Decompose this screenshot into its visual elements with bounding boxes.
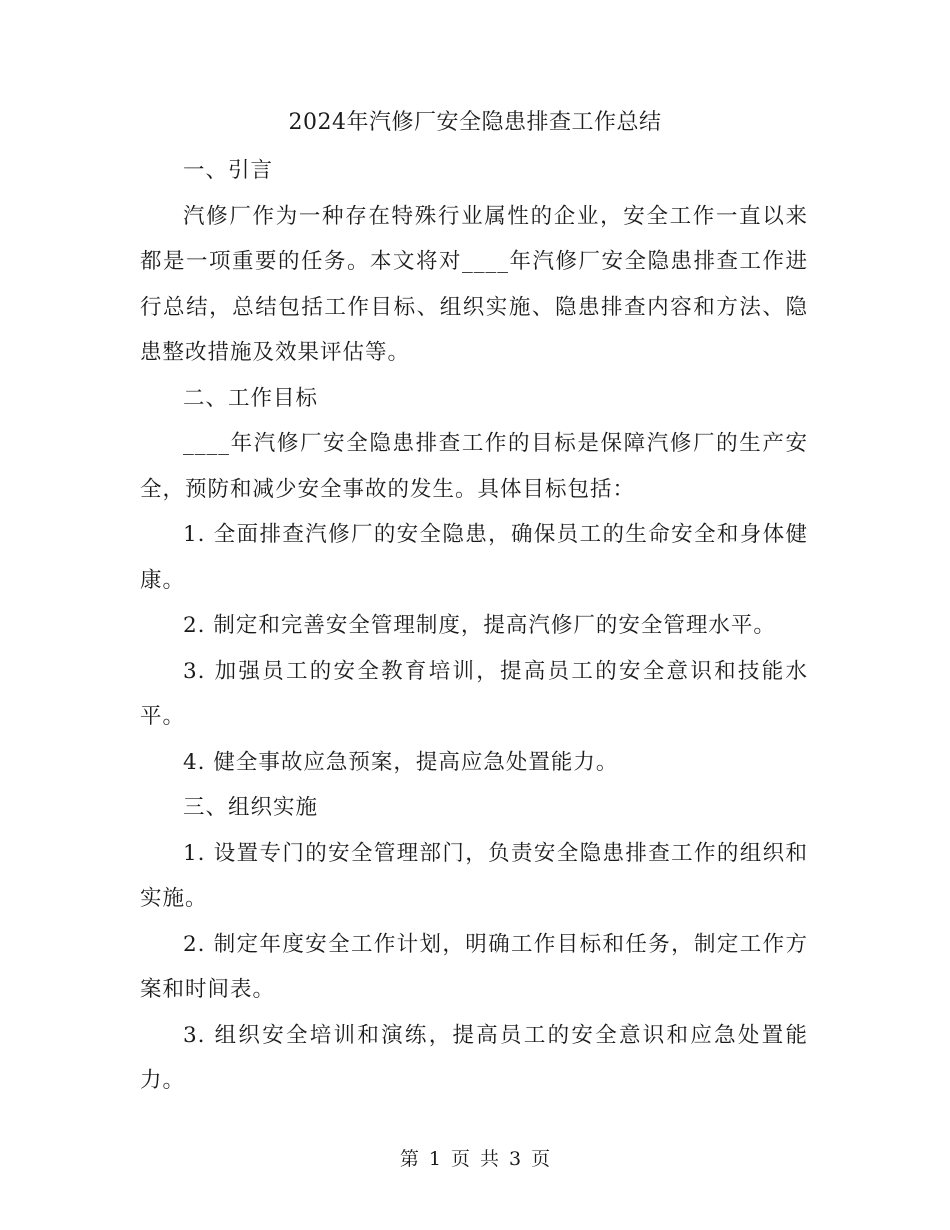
section-heading-introduction: 一、引言 — [183, 158, 274, 183]
list-item-implementation-2: 2. 制定年度安全工作计划，明确工作目标和任务，制定工作方案和时间表。 — [140, 931, 808, 1002]
list-item-goal-2: 2. 制定和完善安全管理制度，提高汽修厂的安全管理水平。 — [183, 613, 776, 638]
section-heading-implementation: 三、组织实施 — [183, 795, 319, 820]
section-heading-goals: 二、工作目标 — [183, 385, 319, 411]
list-item-goal-4: 4. 健全事故应急预案，提高应急处置能力。 — [183, 749, 619, 775]
paragraph-goals: ____年汽修厂安全隐患排查工作的目标是保障汽修厂的生产安全，预防和减少安全事故的发生。具体目标包括： — [140, 431, 808, 502]
list-item-implementation-3: 3. 组织安全培训和演练，提高员工的安全意识和应急处置能力。 — [140, 1022, 808, 1093]
list-item-implementation-1: 1. 设置专门的安全管理部门，负责安全隐患排查工作的组织和实施。 — [140, 840, 808, 911]
document-title: 2024年汽修厂安全隐患排查工作总结 — [288, 110, 662, 135]
paragraph-introduction: 汽修厂作为一种存在特殊行业属性的企业，安全工作一直以来都是一项重要的任务。本文将对____年汽修厂安全隐患排查工作进行总结，总结包括工作目标、组织实施、隐患排查内容和方法、隐患整改措施及效果评估等。 — [140, 203, 808, 365]
list-item-goal-1: 1. 全面排查汽修厂的安全隐患，确保员工的生命安全和身体健康。 — [140, 522, 808, 593]
page-footer: 第 1 页 共 3 页 — [399, 1148, 551, 1170]
list-item-goal-3: 3. 加强员工的安全教育培训，提高员工的安全意识和技能水平。 — [140, 658, 808, 729]
document-body — [140, 148, 808, 1104]
